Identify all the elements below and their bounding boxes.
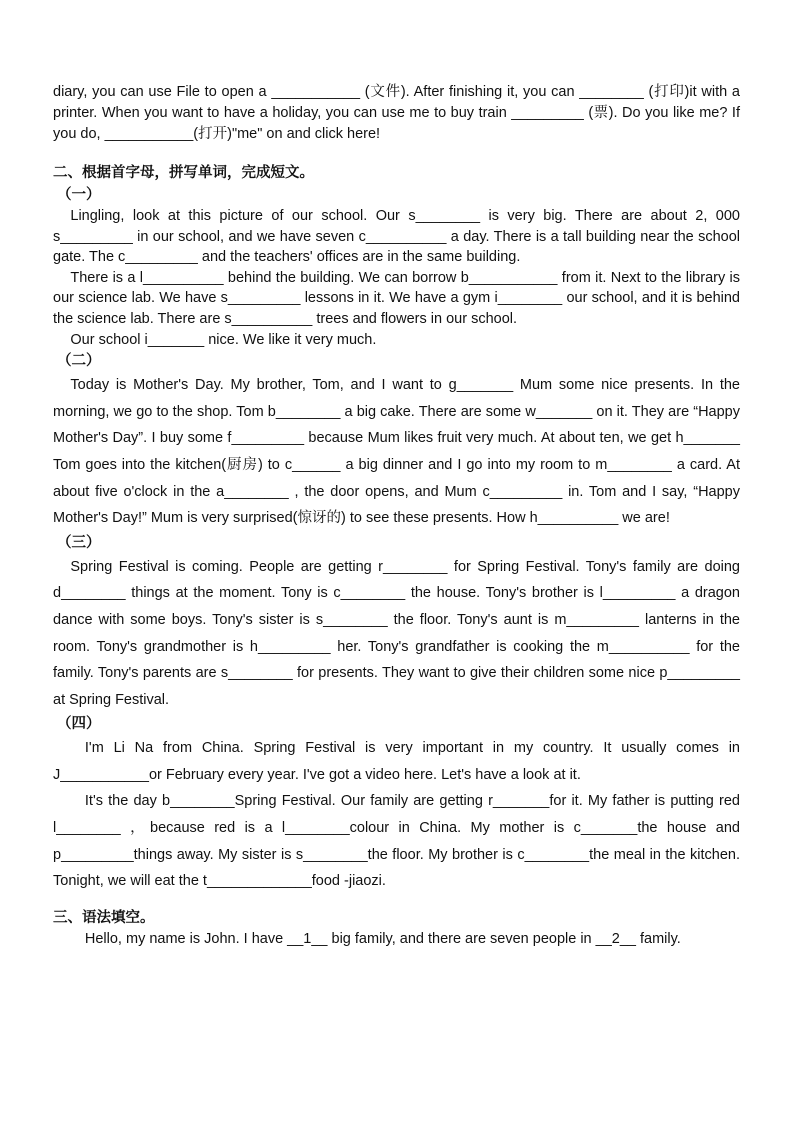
- passage4: [53, 735, 740, 895]
- worksheet-page: [53, 82, 740, 949]
- section3-paragraph: Hello, my name is John. I have __1__ big family, and there are seven people in __2__ family.: [84, 930, 681, 947]
- passage3-paragraph: Spring Festival is coming. People are getting r________ for Spring Festival. Tony's family are doing d________ things at the moment. Tony is c________ the house. Tony's brother is l_________ a dragon dance with some boys. Tony's sister is s________ the floor. Tony's aunt is m_________ lanterns in the room. Tony's grandmother is h_________ her. Tony's grandfather is cooking the m__________ for the family. Tony's parents are s________ for presents. They want to give their children some nice p_________ at Spring Festival.: [53, 558, 740, 708]
- intro-paragraph: diary, you can use File to open a ___________ (文件). After finishing it, you can ________ (打印)it with a printer. When you want to have a holiday, you can use me to buy train _________ (票). Do you like me? If you do, ___________(打开)"me" on and click here!: [53, 84, 740, 142]
- passage1-paragraph-1: Lingling, look at this picture of our school. Our s________ is very big. There are about 2, 000 s_________ in our school, and we have seven c__________ a day. There is a tall building near the school gate. The c_________ and the teachers' offices are in the same building.: [53, 208, 740, 266]
- passage4-paragraph-2: It's the day b________Spring Festival. Our family are getting r_______for it. My father is putting red l________ ，because red is a l________colour in China. My mother is c_______the house and p_________things away. My sister is s________the floor. My brother is c________the meal in the kitchen. Tonight, we will eat the t_____________food -jiaozi.: [53, 793, 740, 890]
- passage2-paragraph: Today is Mother's Day. My brother, Tom, and I want to g_______ Mum some nice presents. In the morning, we go to the shop. Tom b________ a big cake. There are some w_______ on it. They are “Happy Mother's Day”. I buy some f_________ because Mum likes fruit very much. At about ten, we get h_______ Tom goes into the kitchen(厨房) to c______ a big dinner and I go into my room to m________ a card. At about five o'clock in the a________ , the door opens, and Mum c_________ in. Tom and I say, “Happy Mother's Day!” Mum is very surprised(惊讶的) to see these presents. How h__________ we are!: [53, 377, 740, 527]
- passage4-paragraph-1: I'm Li Na from China. Spring Festival is very important in my country. It usually comes in J___________or February every year. I've got a video here. Let's have a look at it.: [53, 740, 740, 783]
- section3-heading: 三、语法填空。: [53, 909, 155, 926]
- passage1: [53, 206, 740, 350]
- section2-heading: 二、根据首字母，拼写单词，完成短文。: [53, 165, 314, 181]
- passage4-label: （四）: [57, 716, 101, 733]
- passage1-paragraph-3: Our school i_______ nice. We like it very much.: [70, 331, 377, 348]
- passage1-label: （一）: [57, 187, 101, 203]
- passage3-label: （三）: [57, 534, 101, 551]
- passage1-paragraph-2: There is a l__________ behind the building. We can borrow b___________ from it. Next to the library is our science lab. We have s_________ lessons in it. We have a gym i________ our school, and it is behind the science lab. There are s__________ trees and flowers in our school.: [53, 269, 740, 327]
- passage2-label: （二）: [57, 353, 101, 370]
